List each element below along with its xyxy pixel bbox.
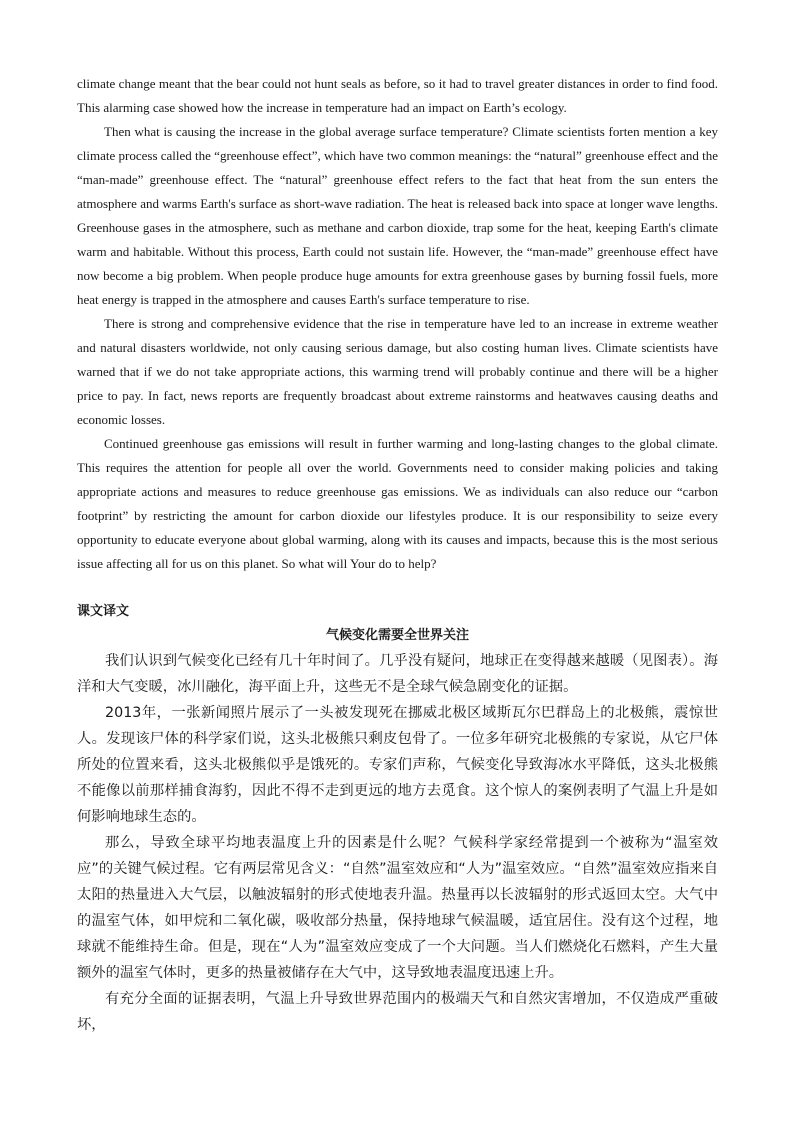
chinese-paragraph-3: 那么，导致全球平均地表温度上升的因素是什么呢？气候科学家经常提到一个被称为“温室效应”的关键气候过程。它有两层常见含义：“自然”温室效应和“人为”温室效应。“自然”温室效应指来自太阳的热量进入大气层，以触波辐射的形式使地表升温。热量再以长波辐射的形式返回太空。大气中的温室气体，如甲烷和二氧化碳，吸收部分热量，保持地球气候温暖，适宜居住。没有这个过程，地球就不能维持生命。但是，现在“人为”温室效应变成了一个大问题。当人们燃烧化石燃料，产生大量额外的温室气体时，更多的热量被储存在大气中，这导致地表温度迅速上升。 xyxy=(77,835,718,981)
chinese-paragraph-2: 2013年，一张新闻照片展示了一头被发现死在挪威北极区域斯瓦尔巴群岛上的北极熊，震惊世人。发现该尸体的科学家们说，这头北极熊只剩皮包骨了。一位多年研究北极熊的专家说，从它尸体所处的位置来看，这头北极熊似乎是饿死的。专家们声称，气候变化导致海冰水平降低，这头北极熊不能像以前那样捕食海豹，因此不得不走到更远的地方去觅食。这个惊人的案例表明了气温上升是如何影响地球生态的。 xyxy=(77,705,718,825)
translation-heading: 课文译文 xyxy=(77,604,130,619)
english-paragraph-3: There is strong and comprehensive evidence that the rise in temperature have led to an increase in extreme weather and natural disasters worldwide, not only causing serious damage, but also costing human lives. Climate scientists have warned that if we do not take appropriate actions, this warming trend will probably continue and there will be a higher price to pay. In fact, news reports are frequently broadcast about extreme rainstorms and heatwaves causing deaths and economic losses. xyxy=(77,316,718,427)
chinese-paragraph-4: 有充分全面的证据表明，气温上升导致世界范围内的极端天气和自然灾害增加，不仅造成严重破坏， xyxy=(77,991,718,1033)
english-paragraph-4: Continued greenhouse gas emissions will result in further warming and long-lasting changes to the global climate. This requires the attention for people all over the world. Governments need to consider making policies and taking appropriate actions and measures to reduce greenhouse gas emissions. We as individuals can also reduce our “carbon footprint” by restricting the amount for carbon dioxide our lifestyles produce. It is our responsibility to seize every opportunity to educate everyone about global warming, along with its causes and impacts, because this is the most serious issue affecting all for us on this planet. So what will Your do to help? xyxy=(77,436,718,571)
chinese-paragraph-1: 我们认识到气候变化已经有几十年时间了。几乎没有疑问，地球正在变得越来越暖（见图表）。海洋和大气变暖，冰川融化，海平面上升，这些无不是全球气候急剧变化的证据。 xyxy=(77,653,718,695)
english-paragraph-2: Then what is causing the increase in the global average surface temperature? Climate scientists forten mention a key climate process called the “greenhouse effect”, which have two common meanings: the “natural” greenhouse effect and the “man-made” greenhouse effect. The “natural” greenhouse effect refers to the fact that heat from the sun enters the atmosphere and warms Earth's surface as short-wave radiation. The heat is released back into space at longer wave lengths. Greenhouse gases in the atmosphere, such as methane and carbon dioxide, trap some for the heat, keeping Earth's climate warm and habitable. Without this process, Earth could not sustain life. However, the “man-made” greenhouse effect have now become a big problem. When people produce huge amounts for extra greenhouse gases by burning fossil fuels, more heat energy is trapped in the atmosphere and causes Earth's surface temperature to rise. xyxy=(77,124,718,307)
document-page xyxy=(77,72,718,1038)
english-paragraph-1-continued: climate change meant that the bear could not hunt seals as before, so it had to travel greater distances in order to find food. This alarming case showed how the increase in temperature had an impact on Earth’s ecology. xyxy=(77,76,718,115)
translation-title: 气候变化需要全世界关注 xyxy=(325,628,469,643)
